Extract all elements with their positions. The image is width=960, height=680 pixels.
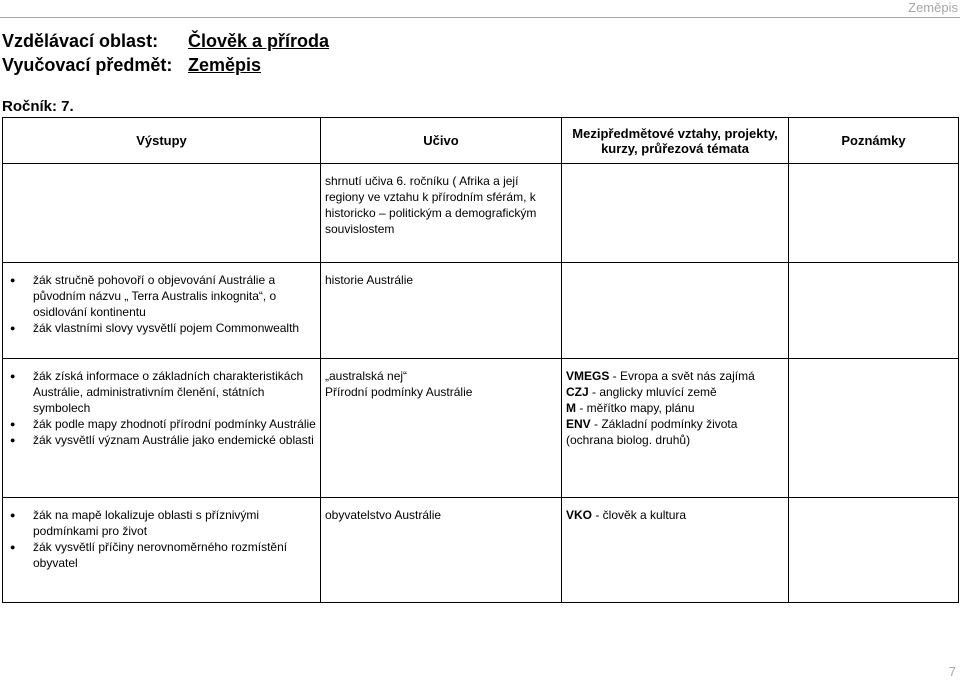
outputs-cell bbox=[3, 164, 321, 263]
relation-item bbox=[566, 432, 784, 448]
subject-line bbox=[2, 55, 261, 76]
header-divider bbox=[0, 17, 960, 18]
header-content: Učivo bbox=[321, 118, 562, 164]
relations-cell bbox=[562, 164, 789, 263]
relation-code: M bbox=[566, 401, 576, 415]
area-label: Vzdělávací oblast: bbox=[2, 31, 159, 51]
area-value: Člověk a příroda bbox=[188, 31, 330, 51]
curriculum-table bbox=[2, 117, 959, 603]
content-cell bbox=[321, 498, 562, 603]
relation-item bbox=[566, 384, 784, 400]
table-row bbox=[3, 263, 959, 359]
page-number: 7 bbox=[948, 664, 956, 679]
content-text: Přírodní podmínky Austrálie bbox=[325, 385, 473, 399]
running-header: Zeměpis bbox=[908, 0, 958, 15]
table-header-row bbox=[3, 118, 959, 164]
output-item: ● žák získá informace o základních charakteristikách Austrálie, administrativním členění, státních symbolech bbox=[33, 368, 316, 416]
relation-text: - měřítko mapy, plánu bbox=[576, 401, 695, 415]
notes-cell bbox=[789, 263, 959, 359]
notes-cell bbox=[789, 498, 959, 603]
outputs-list bbox=[7, 368, 316, 448]
relation-text: - anglicky mluvící země bbox=[588, 385, 717, 399]
table-row bbox=[3, 498, 959, 603]
output-item: ● žák podle mapy zhodnotí přírodní podmínky Austrálie bbox=[33, 416, 316, 432]
notes-cell bbox=[789, 359, 959, 498]
relations-cell bbox=[562, 498, 789, 603]
output-item: ● žák na mapě lokalizuje oblasti s příznivými podmínkami pro život bbox=[33, 507, 316, 539]
output-item: ● žák stručně pohovoří o objevování Austrálie a původním názvu „ Terra Australis inkognita“, o osidlování kontinentu bbox=[33, 272, 316, 320]
content-text: historie Austrálie bbox=[325, 273, 414, 287]
grade-label: Ročník: 7. bbox=[2, 98, 74, 115]
outputs-cell bbox=[3, 359, 321, 498]
outputs-list bbox=[7, 272, 316, 336]
output-item: ● žák vysvětlí příčiny nerovnoměrného rozmístění obyvatel bbox=[33, 539, 316, 571]
table-row bbox=[3, 164, 959, 263]
subject-value: Zeměpis bbox=[188, 55, 262, 75]
outputs-cell bbox=[3, 498, 321, 603]
relation-text: - Evropa a svět nás zajímá bbox=[609, 369, 755, 383]
notes-cell bbox=[789, 164, 959, 263]
table-row bbox=[3, 359, 959, 498]
relation-text: - Základní podmínky života bbox=[590, 417, 738, 431]
subject-label: Vyučovací předmět: bbox=[2, 55, 173, 75]
relation-code: ENV bbox=[566, 417, 591, 431]
content-cell bbox=[321, 164, 562, 263]
output-item: ● žák vlastními slovy vysvětlí pojem Commonwealth bbox=[33, 320, 316, 336]
content-cell bbox=[321, 263, 562, 359]
content-text: obyvatelstvo Austrálie bbox=[325, 508, 442, 522]
outputs-list bbox=[7, 507, 316, 571]
relation-item bbox=[566, 416, 784, 432]
relations-cell bbox=[562, 359, 789, 498]
relation-code: CZJ bbox=[566, 385, 589, 399]
content-text: shrnutí učiva 6. ročníku ( Afrika a její regiony ve vztahu k přírodním sférám, k historicko – politickým a demografickým souvislostem bbox=[325, 174, 537, 236]
output-item: ● žák vysvětlí význam Austrálie jako endemické oblasti bbox=[33, 432, 316, 448]
area-line bbox=[2, 31, 329, 52]
header-outputs: Výstupy bbox=[3, 118, 321, 164]
content-text: „australská nej“ bbox=[325, 369, 408, 383]
header-relations: Mezipředmětové vztahy, projekty, kurzy, průřezová témata bbox=[562, 118, 789, 164]
relation-item bbox=[566, 368, 784, 384]
outputs-cell bbox=[3, 263, 321, 359]
relation-text: - člověk a kultura bbox=[592, 508, 687, 522]
relation-code: VMEGS bbox=[566, 369, 610, 383]
relation-text: (ochrana biolog. druhů) bbox=[566, 433, 691, 447]
relations-cell bbox=[562, 263, 789, 359]
content-cell bbox=[321, 359, 562, 498]
relation-item bbox=[566, 400, 784, 416]
relation-item bbox=[566, 507, 784, 523]
header-notes: Poznámky bbox=[789, 118, 959, 164]
relation-code: VKO bbox=[566, 508, 593, 522]
